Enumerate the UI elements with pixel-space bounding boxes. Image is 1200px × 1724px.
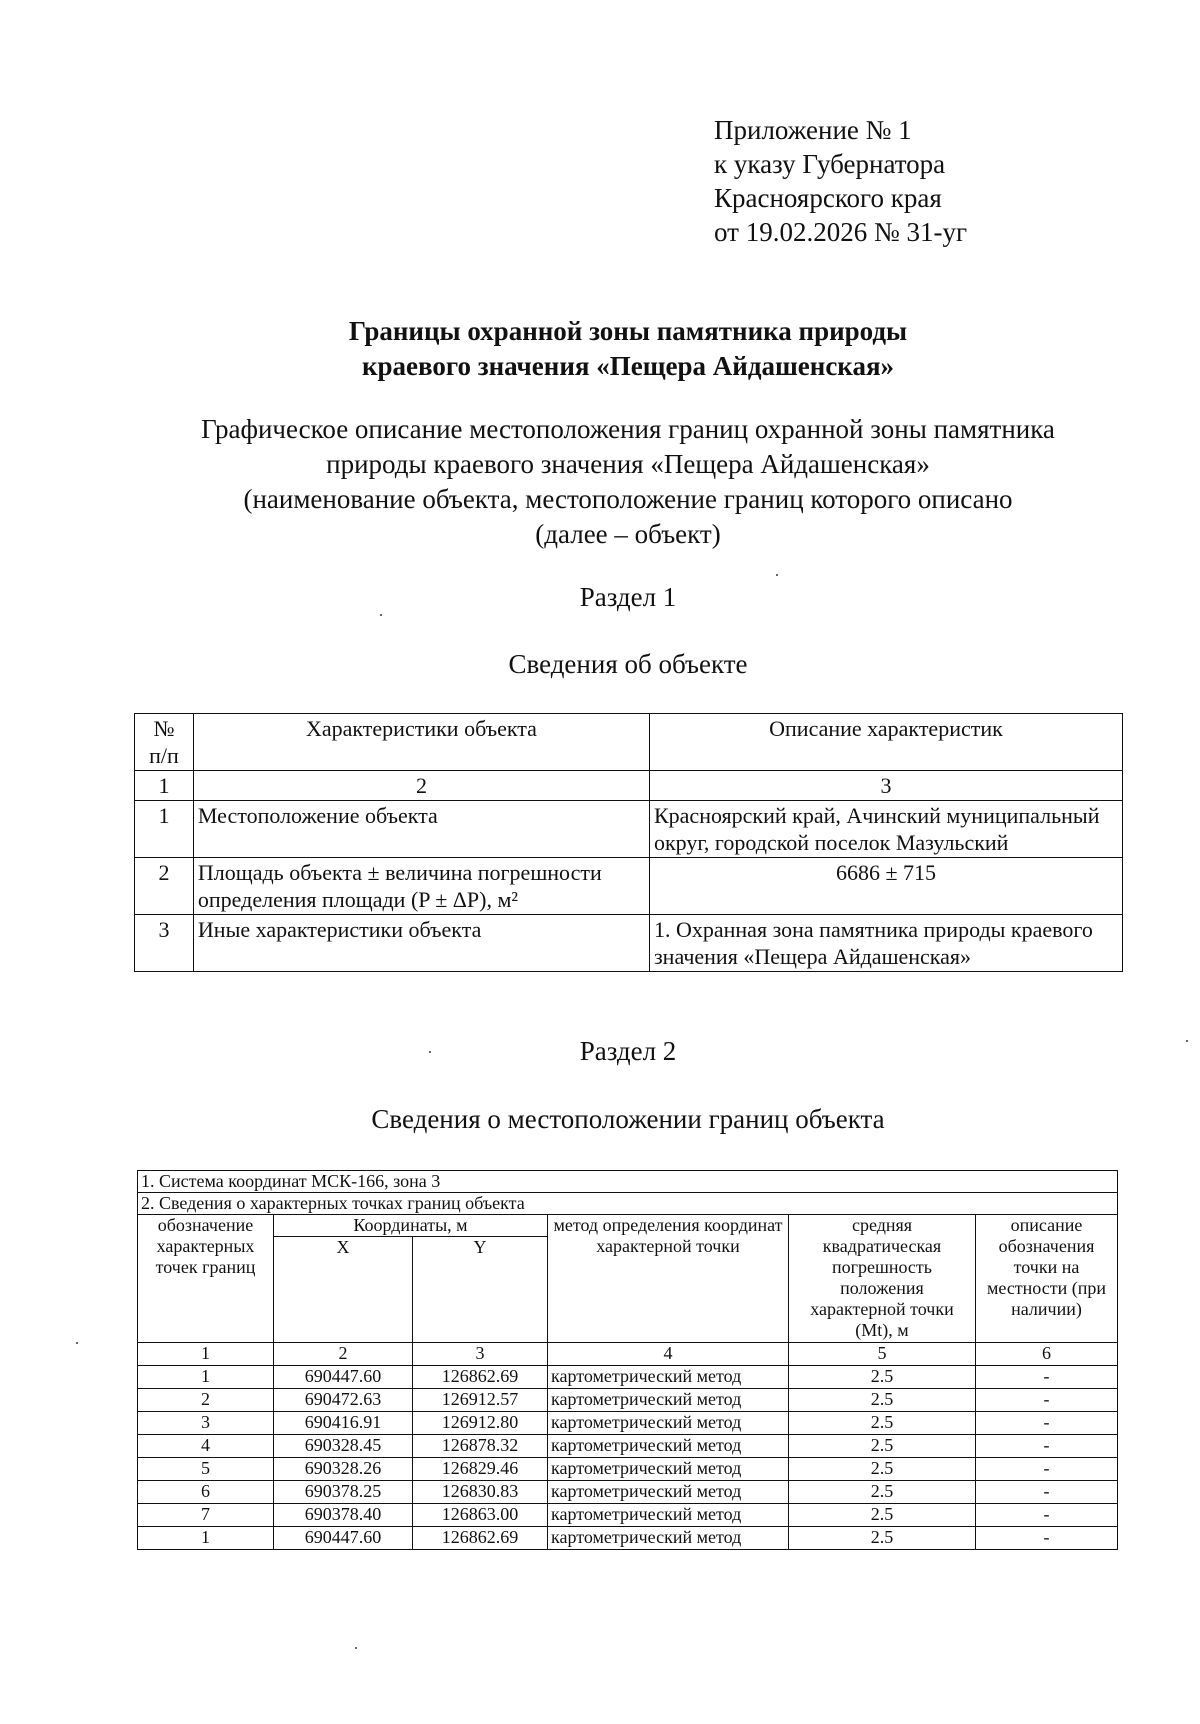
column-number: 3 <box>649 771 1122 801</box>
points-title-row <box>138 1193 1118 1215</box>
row-description: 1. Охранная зона памятника природы краевого значения «Пещера Айдашенская» <box>649 915 1122 972</box>
column-number: 1 <box>138 1343 274 1366</box>
point-method: картометрический метод <box>548 1366 789 1389</box>
point-id: 6 <box>138 1481 274 1504</box>
object-info-table <box>134 713 1123 972</box>
point-y: 126878.32 <box>413 1435 548 1458</box>
point-description: - <box>976 1389 1118 1412</box>
point-y: 126829.46 <box>413 1458 548 1481</box>
point-x: 690447.60 <box>274 1366 413 1389</box>
point-id: 5 <box>138 1458 274 1481</box>
column-number: 2 <box>193 771 649 801</box>
point-method: картометрический метод <box>548 1481 789 1504</box>
header-characteristics: Характеристики объекта <box>193 714 649 771</box>
column-number: 4 <box>548 1343 789 1366</box>
document-title <box>0 314 1200 384</box>
point-error: 2.5 <box>789 1412 976 1435</box>
column-number: 1 <box>135 771 194 801</box>
table-row <box>138 1412 1118 1435</box>
point-y: 126912.80 <box>413 1412 548 1435</box>
row-name: Иные характеристики объекта <box>193 915 649 972</box>
point-y: 126862.69 <box>413 1527 548 1550</box>
point-error: 2.5 <box>789 1527 976 1550</box>
point-y: 126830.83 <box>413 1481 548 1504</box>
header-method: метод определения координат характерной точки <box>548 1215 789 1343</box>
point-description: - <box>976 1504 1118 1527</box>
column-number: 5 <box>789 1343 976 1366</box>
column-number: 3 <box>413 1343 548 1366</box>
point-error: 2.5 <box>789 1458 976 1481</box>
point-description: - <box>976 1366 1118 1389</box>
point-x: 690328.45 <box>274 1435 413 1458</box>
point-id: 1 <box>138 1366 274 1389</box>
column-number: 2 <box>274 1343 413 1366</box>
point-description: - <box>976 1481 1118 1504</box>
point-error: 2.5 <box>789 1389 976 1412</box>
header-x: X <box>274 1237 413 1343</box>
point-method: картометрический метод <box>548 1412 789 1435</box>
table-row <box>138 1458 1118 1481</box>
row-name: Площадь объекта ± величина погрешности определения площади (P ± ΔP), м² <box>193 858 649 915</box>
section2-caption: Сведения о местоположении границ объекта <box>371 1104 885 1134</box>
subtitle-line: (далее – объект) <box>535 519 721 549</box>
row-number: 3 <box>135 915 194 972</box>
column-number-row <box>138 1343 1118 1366</box>
subtitle-line: Графическое описание местоположения границ охранной зоны памятника <box>201 414 1055 444</box>
point-description: - <box>976 1458 1118 1481</box>
column-number: 6 <box>976 1343 1118 1366</box>
section1-caption: Сведения об объекте <box>508 649 748 679</box>
header-y: Y <box>413 1237 548 1343</box>
point-y: 126912.57 <box>413 1389 548 1412</box>
table-row <box>135 858 1123 915</box>
point-method: картометрический метод <box>548 1527 789 1550</box>
title-line: краевого значения «Пещера Айдашенская» <box>361 351 895 381</box>
row-name: Местоположение объекта <box>193 801 649 858</box>
appendix-line: к указу Губернатора <box>714 149 946 179</box>
system-row <box>138 1171 1118 1193</box>
scan-speck <box>76 1342 78 1344</box>
document-subtitle <box>0 412 1200 552</box>
section1-heading: Раздел 1 <box>579 582 677 612</box>
subtitle-line: природы краевого значения «Пещера Айдашенская» <box>326 449 930 479</box>
table-row <box>138 1389 1118 1412</box>
boundary-points-table <box>137 1170 1118 1550</box>
point-description: - <box>976 1435 1118 1458</box>
appendix-block <box>714 113 967 249</box>
point-method: картометрический метод <box>548 1458 789 1481</box>
point-description: - <box>976 1527 1118 1550</box>
points-title: 2. Сведения о характерных точках границ объекта <box>138 1193 1118 1215</box>
coordinate-system: 1. Система координат МСК-166, зона 3 <box>138 1171 1118 1193</box>
point-id: 4 <box>138 1435 274 1458</box>
point-error: 2.5 <box>789 1504 976 1527</box>
point-id: 7 <box>138 1504 274 1527</box>
table-header-row <box>135 714 1123 771</box>
point-x: 690447.60 <box>274 1527 413 1550</box>
row-number: 1 <box>135 801 194 858</box>
row-number: 2 <box>135 858 194 915</box>
scan-speck <box>380 614 382 616</box>
column-number-row <box>135 771 1123 801</box>
point-description: - <box>976 1412 1118 1435</box>
point-method: картометрический метод <box>548 1435 789 1458</box>
header-number: № п/п <box>135 714 194 771</box>
point-error: 2.5 <box>789 1481 976 1504</box>
section2-heading: Раздел 2 <box>579 1036 677 1066</box>
scan-speck <box>429 1051 431 1053</box>
table-row <box>138 1366 1118 1389</box>
header-description: Описание характеристик <box>649 714 1122 771</box>
scan-speck <box>1186 1040 1188 1042</box>
point-method: картометрический метод <box>548 1504 789 1527</box>
header-point: обозначение характерных точек границ <box>138 1215 274 1343</box>
table-row <box>138 1481 1118 1504</box>
point-x: 690472.63 <box>274 1389 413 1412</box>
point-x: 690378.40 <box>274 1504 413 1527</box>
scan-speck <box>355 1647 357 1649</box>
table-row <box>135 915 1123 972</box>
point-id: 2 <box>138 1389 274 1412</box>
point-method: картометрический метод <box>548 1389 789 1412</box>
table-row <box>138 1504 1118 1527</box>
point-y: 126863.00 <box>413 1504 548 1527</box>
point-x: 690328.26 <box>274 1458 413 1481</box>
row-description: 6686 ± 715 <box>649 858 1122 915</box>
table-header-row <box>138 1215 1118 1237</box>
scan-speck <box>776 574 778 576</box>
header-error: средняя квадратическая погрешность положения характерной точки (Mt), м <box>789 1215 976 1343</box>
point-y: 126862.69 <box>413 1366 548 1389</box>
appendix-line: от 19.02.2026 № 31-уг <box>714 217 968 247</box>
subtitle-line: (наименование объекта, местоположение границ которого описано <box>243 484 1013 514</box>
point-id: 1 <box>138 1527 274 1550</box>
point-x: 690378.25 <box>274 1481 413 1504</box>
point-error: 2.5 <box>789 1435 976 1458</box>
table-row <box>138 1527 1118 1550</box>
table-row <box>135 801 1123 858</box>
header-point-description: описание обозначения точки на местности (при наличии) <box>976 1215 1118 1343</box>
point-id: 3 <box>138 1412 274 1435</box>
appendix-line: Красноярского края <box>714 183 942 213</box>
title-line: Границы охранной зоны памятника природы <box>348 316 908 346</box>
table-row <box>138 1435 1118 1458</box>
appendix-line: Приложение № 1 <box>714 115 912 145</box>
point-x: 690416.91 <box>274 1412 413 1435</box>
header-coordinates: Координаты, м <box>274 1215 548 1237</box>
row-description: Красноярский край, Ачинский муниципальный округ, городской поселок Мазульский <box>649 801 1122 858</box>
point-error: 2.5 <box>789 1366 976 1389</box>
